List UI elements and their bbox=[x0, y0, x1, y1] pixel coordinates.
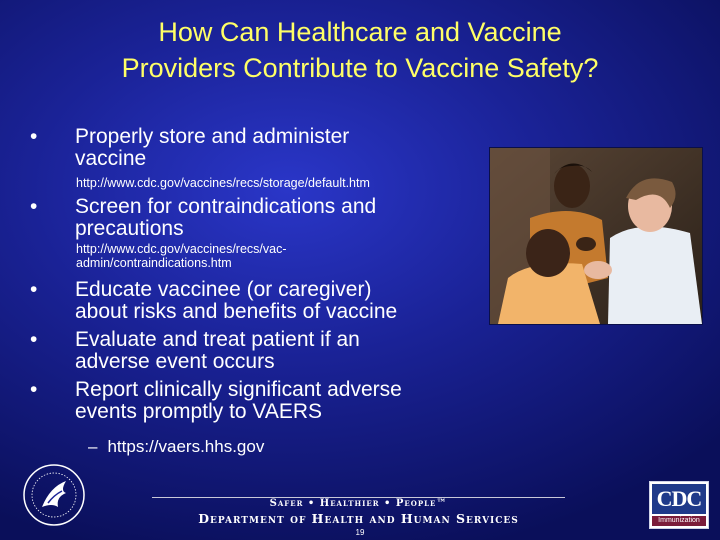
bullet-dot: • bbox=[30, 125, 38, 148]
bullet-text-line: events promptly to VAERS bbox=[75, 400, 323, 423]
page-number: 19 bbox=[355, 528, 365, 537]
hhs-eagle-logo-icon bbox=[22, 463, 86, 527]
cdc-logo-text: CDC bbox=[652, 484, 706, 514]
bullet-text-line: vaccine bbox=[75, 147, 147, 170]
cdc-immunization-logo bbox=[649, 481, 709, 529]
footer-department: Department of Health and Human Services bbox=[198, 511, 519, 526]
url-line: http://www.cdc.gov/vaccines/recs/storage/default.htm bbox=[76, 176, 370, 190]
bullet-item bbox=[30, 126, 500, 170]
bullet-item bbox=[30, 379, 500, 423]
bullet-text-line: precautions bbox=[75, 217, 184, 240]
bullet-list bbox=[30, 126, 500, 423]
bullet-item bbox=[30, 329, 500, 373]
vaccination-photo bbox=[489, 147, 703, 325]
vaers-link[interactable]: https://vaers.hhs.gov bbox=[107, 437, 265, 456]
bullet-dot: • bbox=[30, 378, 38, 401]
bullet-text-line: Screen for contraindications and bbox=[75, 195, 377, 218]
sub-bullet-dash: – bbox=[88, 437, 98, 456]
bullet-text-line: Evaluate and treat patient if an bbox=[75, 328, 360, 351]
bullet-dot: • bbox=[30, 328, 38, 351]
bullet-text-line: Report clinically significant adverse bbox=[75, 378, 402, 401]
title-line-1: How Can Healthcare and Vaccine bbox=[158, 17, 562, 47]
bullet-text-line: Properly store and administer bbox=[75, 125, 350, 148]
url-line: http://www.cdc.gov/vaccines/recs/vac- bbox=[76, 242, 287, 256]
url-line: admin/contraindications.htm bbox=[76, 256, 232, 270]
bullet-dot: • bbox=[30, 195, 38, 218]
bullet-text-line: about risks and benefits of vaccine bbox=[75, 300, 398, 323]
bullet-url[interactable] bbox=[30, 242, 500, 270]
sub-bullet[interactable] bbox=[88, 437, 264, 457]
bullet-dot: • bbox=[30, 278, 38, 301]
bullet-text-line: Educate vaccinee (or caregiver) bbox=[75, 278, 372, 301]
cdc-logo-subtext: Immunization bbox=[652, 516, 706, 526]
footer-tagline: Safer • Healthier • People™ bbox=[269, 498, 448, 509]
bullet-url[interactable] bbox=[30, 176, 500, 190]
bullet-text-line: adverse event occurs bbox=[75, 350, 275, 373]
title-line-2: Providers Contribute to Vaccine Safety? bbox=[121, 53, 599, 83]
vaccination-photo-image bbox=[490, 148, 702, 324]
bullet-item bbox=[30, 279, 500, 323]
slide-title bbox=[40, 14, 680, 86]
bullet-item bbox=[30, 196, 500, 240]
